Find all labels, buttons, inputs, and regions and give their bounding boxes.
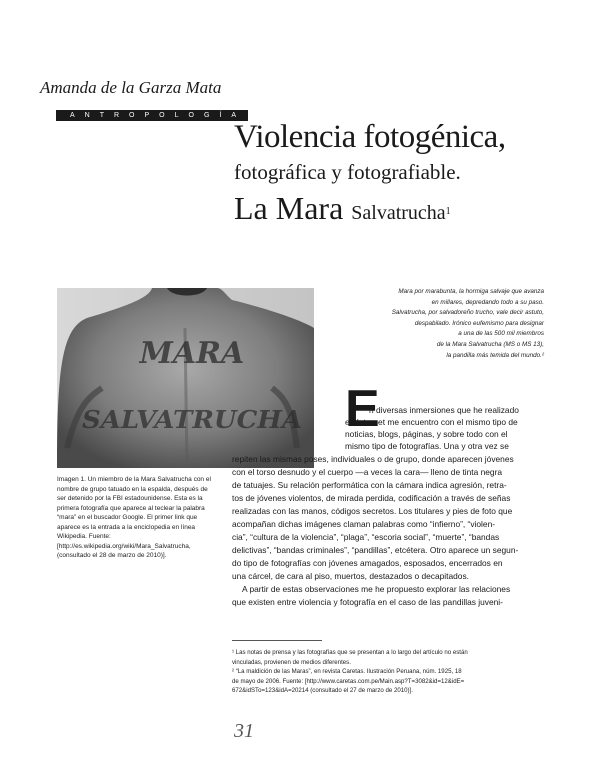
footnotes bbox=[232, 648, 548, 696]
body-line: con el torso desnudo y el cuerpo —a veces la cara— lleno de tinta negra bbox=[232, 467, 503, 477]
article-subtitle: fotográfica y fotografiable. bbox=[234, 160, 461, 184]
epigraph-line: en millares, depredando todo a su paso. bbox=[431, 298, 544, 306]
body-line: cia”, “cultura de la violencia”, “plaga”, “escoria social”, “muerte”, “bandas bbox=[232, 532, 500, 542]
page-number: 31 bbox=[234, 720, 254, 742]
tattoo-text-salvatrucha: SALVATRUCHA bbox=[82, 405, 302, 434]
footnote-line: vinculadas, provienen de medios diferentes. bbox=[232, 658, 351, 666]
body-line: realizadas con las manos, códigos secretos. Los titulares y pies de foto que bbox=[232, 506, 513, 516]
epigraph bbox=[314, 287, 544, 361]
epigraph-line: de la Mara Salvatrucha (MS o MS 13), bbox=[436, 340, 544, 348]
body-line: acompañan dichas imágenes claman palabras como “infierno”, “violen- bbox=[232, 519, 496, 529]
body-line: que existen entre violencia y fotografía en el caso de las pandillas juveni- bbox=[232, 597, 503, 607]
title-mara: La Mara bbox=[234, 190, 344, 226]
body-line: tos de jóvenes violentos, de mirada perdida, codificación a través de señas bbox=[232, 493, 511, 503]
title-footnote-marker: 1 bbox=[445, 206, 451, 217]
footnote-line: ¹ Las notas de prensa y las fotografías que se presentan a lo largo del artículo no están bbox=[232, 649, 468, 656]
body-line: de tatuajes. Su relación performática con la cámara indica agresión, retra- bbox=[232, 480, 507, 490]
body-line: n diversas inmersiones que he realizado bbox=[369, 405, 519, 415]
body-line: noticias, blogs, páginas, y sobre todo con el bbox=[345, 429, 508, 439]
author-name: Amanda de la Garza Mata bbox=[40, 78, 222, 97]
drop-cap: E bbox=[345, 380, 380, 438]
body-line: repiten las mismas poses, individuales o de grupo, donde aparecen jóvenes bbox=[232, 454, 514, 464]
title-salvatrucha: Salvatrucha bbox=[351, 202, 446, 224]
epigraph-line: la pandilla más temida del mundo.² bbox=[446, 351, 544, 359]
epigraph-line: Salvatrucha, por salvadoreño trucho, vale decir astuto, bbox=[391, 309, 544, 317]
article-title-mara bbox=[234, 190, 451, 231]
body-line: en Internet me encuentro con el mismo tipo de bbox=[345, 417, 518, 427]
footnote-line: 672&idSTo=123&idA=20214 (consultado el 27 de marzo de 2010)]. bbox=[232, 687, 413, 695]
epigraph-line: despabilado. Irónico eufemismo para designar bbox=[414, 319, 544, 327]
tattoo-photo bbox=[57, 288, 314, 468]
body-line: una cárcel, de cara al piso, muertos, destazados o decapitados. bbox=[232, 571, 469, 581]
footnote-line: ² “La maldición de las Maras”, en revista Caretas. Ilustración Peruana, núm. 1925, 18 bbox=[232, 668, 462, 676]
figure-caption: Imagen 1. Un miembro de la Mara Salvatrucha con el nombre de grupo tatuado en la espalda, después de ser detenido por la FBI estadounidense. Esta es la primera fotografía que aparece al teclear la palabra “mara” en el buscador Google. El primer link que aparece es la entrada a la enciclopedia en línea Wikipedia. Fuente: [http://es.wikipedia.org/wiki/Mara_Salvatrucha, (consultado el 28 de marzo de 2010)]. bbox=[57, 476, 211, 559]
footnote-divider bbox=[232, 640, 322, 641]
epigraph-line: a una de las 500 mil miembros bbox=[458, 330, 544, 338]
body-line: mismo tipo de fotografías. Una y otra vez se bbox=[345, 441, 509, 451]
body-line: delictivas”, “bandas criminales”, “pandillas”, etcétera. Otro aparece un segun- bbox=[232, 545, 519, 555]
epigraph-line: Mara por marabunta, la hormiga salvaje que avanza bbox=[398, 288, 544, 295]
footnote-line: de mayo de 2006. Fuente: [http://www.caretas.com.pe/Main.asp?T=3082&id=12&idE= bbox=[232, 677, 465, 685]
article-title: Violencia fotogénica, bbox=[234, 119, 506, 155]
section-label: ANTROPOLOGÍA bbox=[56, 110, 248, 121]
body-line: do tipo de fotografías con jóvenes amagados, esposados, encerrados en bbox=[232, 558, 503, 568]
tattoo-text-mara: MARA bbox=[139, 336, 245, 371]
body-line: A partir de estas observaciones me he propuesto explorar las relaciones bbox=[242, 584, 511, 594]
